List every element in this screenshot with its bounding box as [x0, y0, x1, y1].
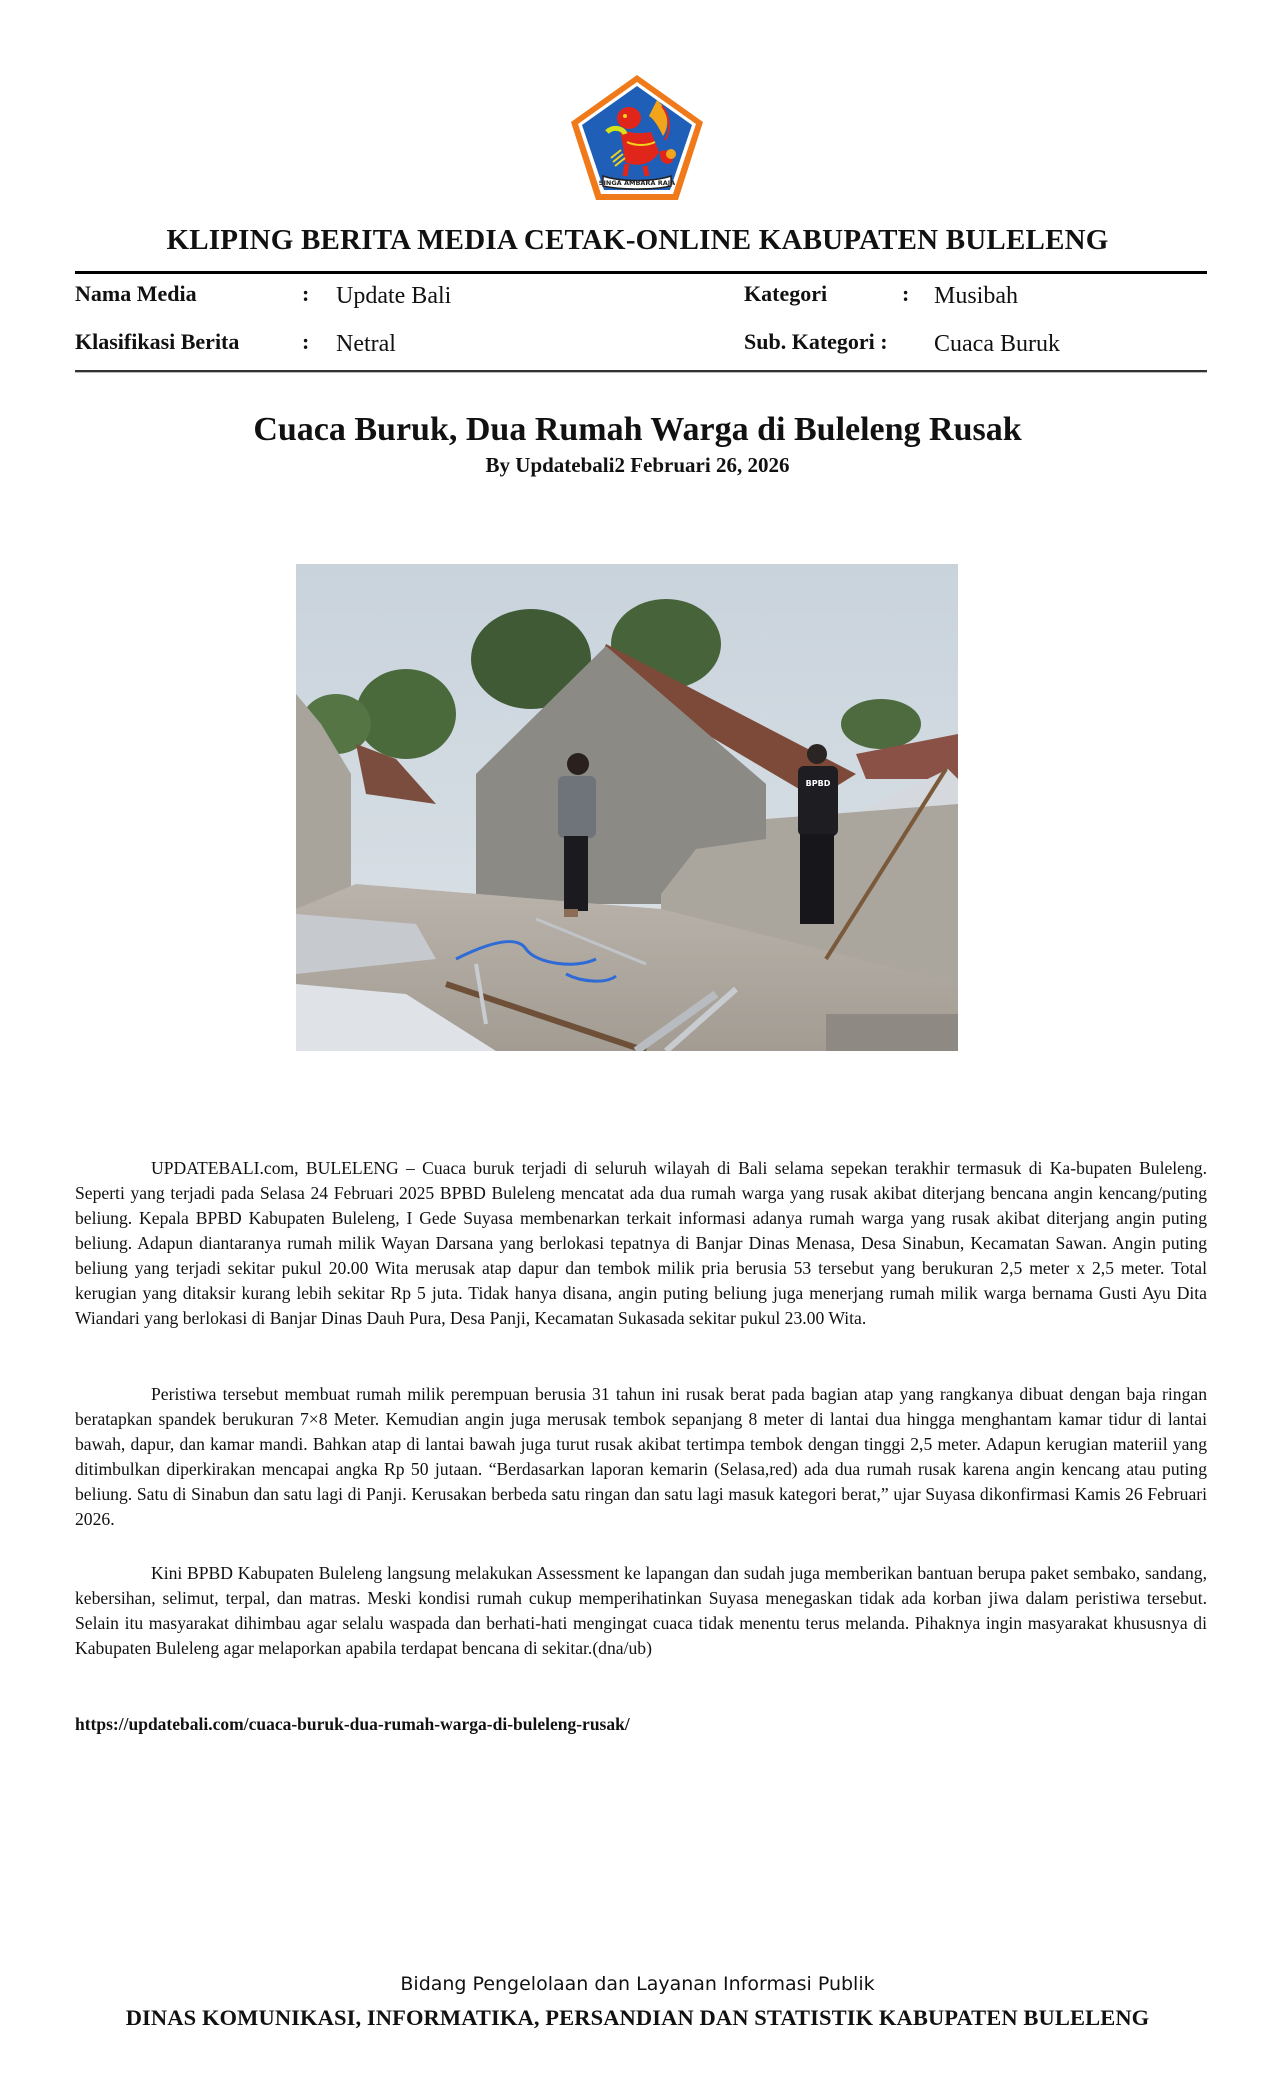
- article-photo: [296, 564, 958, 1051]
- document-title: KLIPING BERITA MEDIA CETAK-ONLINE KABUPATEN BULELENG: [166, 224, 1109, 256]
- klasifikasi-berita-label: Klasifikasi Berita: [75, 329, 240, 354]
- kategori-label: Kategori: [744, 281, 828, 306]
- nama-media-label: Nama Media: [75, 281, 197, 306]
- top-divider: [75, 271, 1207, 274]
- article-paragraph-3: [75, 1561, 1207, 1661]
- kabupaten-buleleng-logo: [567, 72, 707, 204]
- photo-badge-text: BPBD: [805, 779, 831, 788]
- source-url-link[interactable]: https://updatebali.com/cuaca-buruk-dua-rumah-warga-di-buleleng-rusak/: [75, 1714, 630, 1734]
- paragraph-text: UPDATEBALI.com, BULELENG – Cuaca buruk terjadi di seluruh wilayah di Bali selama sepekan terakhir termasuk di Ka-bupaten Buleleng. Seperti yang terjadi pada Selasa 24 Februari 2025 BPBD Buleleng mencatat ada dua rumah warga yang rusak akibat diterjang bencana angin kencang/puting beliung. Kepala BPBD Kabupaten Buleleng, I Gede Suyasa membenarkan terkait informasi adanya rumah warga yang rusak akibat diterjang angin puting beliung. Adapun diantaranya rumah milik Wayan Darsana yang berlokasi tepatnya di Banjar Dinas Menasa, Desa Sinabun, Kecamatan Sawan. Angin puting beliung yang terjadi sekitar pukul 20.00 Wita merusak atap dapur dan tembok milik pria berusia 53 tersebut yang berukuran 2,5 meter x 2,5 meter. Total kerugian yang ditaksir kurang lebih sekitar Rp 5 juta. Tidak hanya disana, angin puting beliung juga menerjang rumah milik warga bernama Gusti Ayu Dita Wiandari yang berlokasi di Banjar Dinas Dauh Pura, Desa Panji, Kecamatan Sukasada sekitar pukul 23.00 Wita.: [75, 1158, 1207, 1328]
- footer-agency: DINAS KOMUNIKASI, INFORMATIKA, PERSANDIAN DAN STATISTIK KABUPATEN BULELENG: [125, 2005, 1150, 2030]
- kategori-colon: :: [902, 281, 910, 306]
- paragraph-text: Peristiwa tersebut membuat rumah milik perempuan berusia 31 tahun ini rusak berat pada bagian atap yang rangkanya dibuat dengan baja ringan beratapkan spandek berukuran 7×8 Meter. Kemudian angin juga merusak tembok sepanjang 8 meter di lantai dua hingga menghantam kamar tidur di lantai bawah, dapur, dan kamar mandi. Bahkan atap di lantai bawah juga turut rusak akibat tertimpa tembok dengan tinggi 2,5 meter. Adapun kerugian materiil yang ditimbulkan diperkirakan mencapai angka Rp 50 jutaan. “Berdasarkan laporan kemarin (Selasa,red) ada dua rumah rusak karena angin kencang atau puting beliung. Satu di Sinabun dan satu lagi di Panji. Kerusakan berbeda satu ringan dan satu lagi masuk kategori berat,” ujar Suyasa dikonfirmasi Kamis 26 Februari 2026.: [75, 1384, 1207, 1529]
- klasifikasi-berita-value: Netral: [336, 331, 396, 357]
- sub-kategori-label: Sub. Kategori :: [744, 329, 888, 354]
- nama-media-colon: :: [302, 281, 310, 306]
- klasifikasi-berita-colon: :: [302, 329, 310, 354]
- sub-kategori-value: Cuaca Buruk: [934, 331, 1060, 357]
- kategori-value: Musibah: [934, 283, 1018, 309]
- article-paragraph-1: [75, 1156, 1207, 1331]
- logo-motto: SINGA AMBARA RAJA: [598, 179, 676, 187]
- nama-media-value: Update Bali: [336, 283, 452, 309]
- article-paragraph-2: [75, 1382, 1207, 1532]
- article-headline: Cuaca Buruk, Dua Rumah Warga di Buleleng Rusak: [253, 411, 1022, 448]
- bottom-divider: [75, 370, 1207, 373]
- footer-division: Bidang Pengelolaan dan Layanan Informasi Publik: [400, 1973, 875, 1995]
- article-byline: By Updatebali2 Februari 26, 2026: [485, 453, 790, 477]
- paragraph-text: Kini BPBD Kabupaten Buleleng langsung melakukan Assessment ke lapangan dan sudah juga memberikan bantuan berupa paket sembako, sandang, kebersihan, selimut, terpal, dan matras. Meski kondisi rumah cukup memperihatinkan Suyasa menegaskan tidak ada korban jiwa dalam peristiwa tersebut. Selain itu masyarakat dihimbau agar selalu waspada dan berhati-hati mengingat cuaca tidak menentu terus melanda. Pihaknya ingin masyarakat khususnya di Kabupaten Buleleng agar melaporkan apabila terdapat bencana di sekitar.(dna/ub): [75, 1563, 1207, 1658]
